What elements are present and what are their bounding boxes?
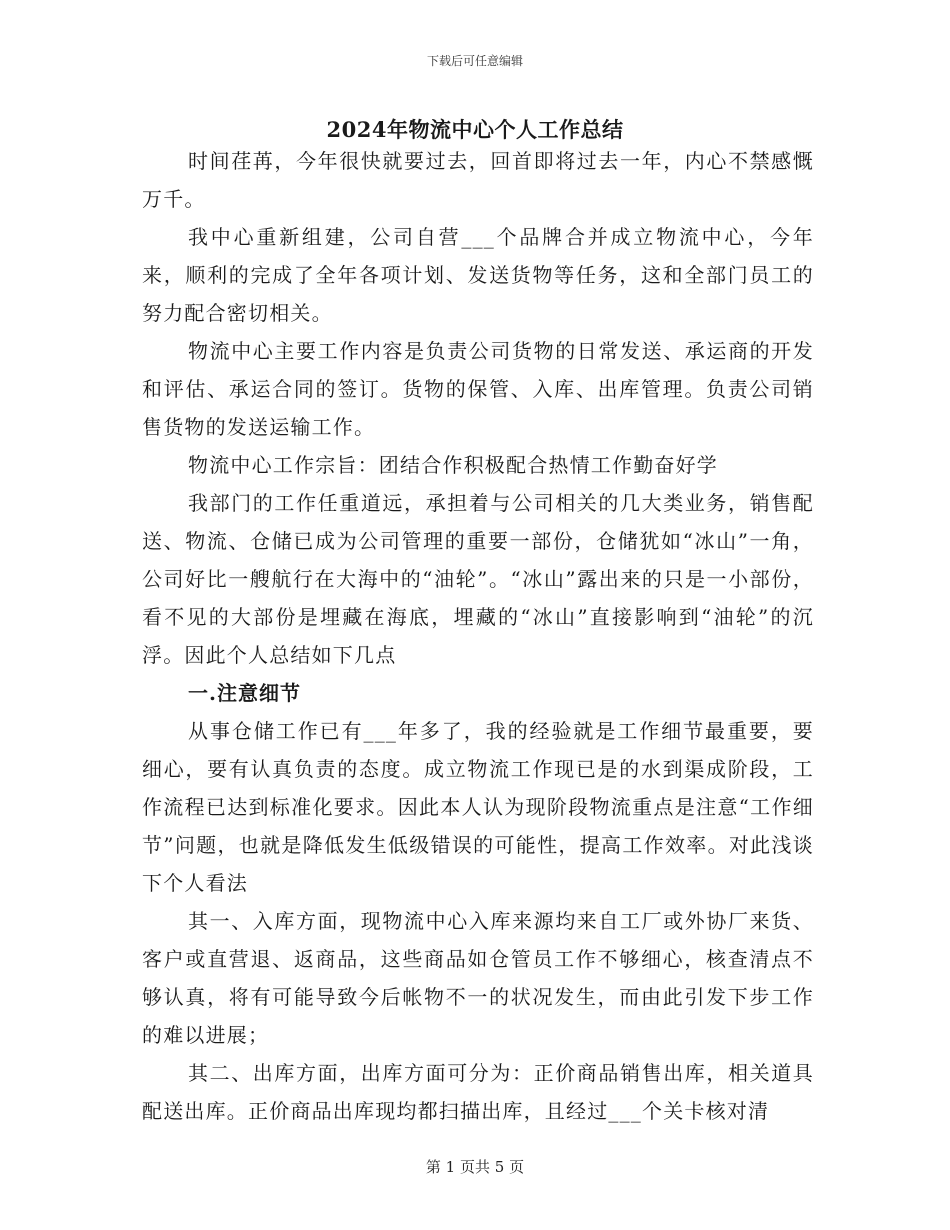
paragraph-work-purpose: 物流中心工作宗旨：团结合作积极配合热情工作勤奋好学: [188, 453, 718, 477]
paragraph-reorganization: 我中心重新组建，公司自营___个品牌合并成立物流中心，今年来，顺利的完成了全年各项计划、发送货物等任务，这和全部门员工的努力配合密切相关。: [142, 225, 814, 325]
paragraph-iceberg-analogy: 我部门的工作任重道远，承担着与公司相关的几大类业务，销售配送、物流、仓储已成为公司管理的重要一部份，仓储犹如“冰山”一角，公司好比一艘航行在大海中的“油轮”。“冰山”露出来的只是一小部份，看不见的大部份是埋藏在海底，埋藏的“冰山”直接影响到“油轮”的沉浮。因此个人总结如下几点: [142, 491, 814, 667]
paragraph-intro: 时间荏苒，今年很快就要过去，回首即将过去一年，内心不禁感慨万千。: [142, 149, 814, 211]
paragraph-inbound: 其一、入库方面，现物流中心入库来源均来自工厂或外协厂来货、客户或直营退、返商品，这些商品如仓管员工作不够细心，核查清点不够认真，将有可能导致今后帐物不一的状况发生，而由此引发下步工作的难以进展；: [142, 909, 814, 1047]
page-header-note: 下载后可任意编辑: [426, 54, 523, 68]
paragraph-work-content: 物流中心主要工作内容是负责公司货物的日常发送、承运商的开发和评估、承运合同的签订。货物的保管、入库、出库管理。负责公司销售货物的发送运输工作。: [142, 339, 814, 439]
page-number: 第 1 页共 5 页: [425, 1158, 525, 1176]
paragraph-experience: 从事仓储工作已有___年多了，我的经验就是工作细节最重要，要细心，要有认真负责的态度。成立物流工作现已是的水到渠成阶段，工作流程已达到标准化要求。因此本人认为现阶段物流重点是注意“工作细节”问题，也就是降低发生低级错误的可能性，提高工作效率。对此浅谈下个人看法: [142, 719, 814, 895]
document-body: [142, 142, 814, 1130]
paragraph-outbound: 其二、出库方面，出库方面可分为：正价商品销售出库，相关道具配送出库。正价商品出库现均都扫描出库，且经过___个关卡核对清: [142, 1061, 814, 1123]
section-heading-details: 一.注意细节: [188, 681, 301, 705]
document-title: 2024年物流中心个人工作总结: [326, 117, 624, 142]
